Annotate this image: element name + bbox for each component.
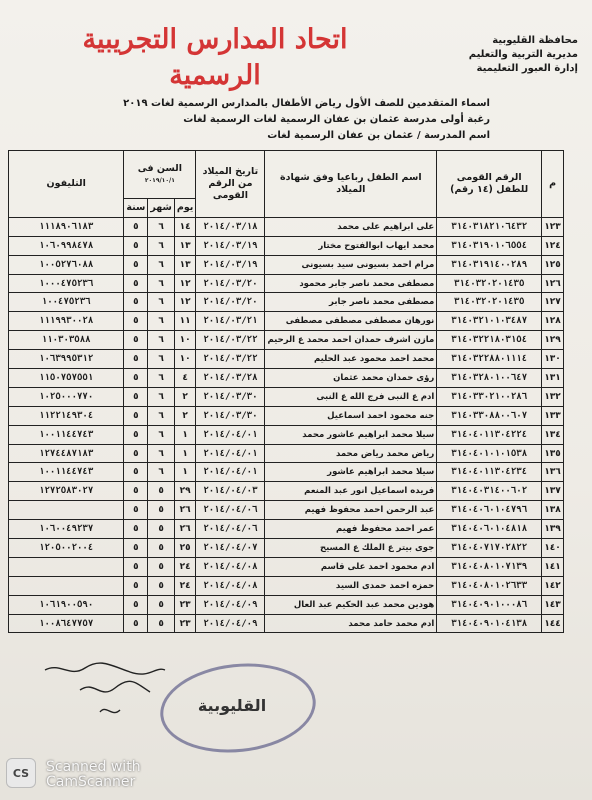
age-months: ٦ xyxy=(148,217,175,236)
directorate-line: مديرية التربية والتعليم xyxy=(468,49,578,60)
child-name: رؤى حمدان محمد عثمان xyxy=(265,369,437,388)
age-months: ٦ xyxy=(148,406,175,425)
row-number: ١٣٨ xyxy=(542,501,564,520)
table-row xyxy=(9,444,564,463)
national-id: ٣١٤٠٣١٨٢١٠٦٤٣٢ xyxy=(437,217,542,236)
phone: ١٢٠٥٠٠٢٠٠٤ xyxy=(9,539,124,558)
age-years: ٥ xyxy=(124,557,148,576)
stamp-label: القليوبية xyxy=(197,696,267,715)
table-row xyxy=(9,274,564,293)
row-number: ١٤١ xyxy=(542,557,564,576)
table-row xyxy=(9,501,564,520)
age-days: ٤ xyxy=(174,369,196,388)
age-days: ١٣ xyxy=(174,236,196,255)
header-age xyxy=(124,151,196,199)
header-age-date: ٢٠١٩/١٠/١ xyxy=(144,176,175,184)
age-days: ١١ xyxy=(174,312,196,331)
age-months: ٦ xyxy=(148,444,175,463)
applicants-table xyxy=(8,150,564,633)
age-months: ٦ xyxy=(148,274,175,293)
birth-date: ٢٠١٤/٠٣/١٨ xyxy=(196,217,265,236)
age-days: ٢٣ xyxy=(174,595,196,614)
phone: ١٠٠٤٧٥٢٣٦ xyxy=(9,293,124,312)
national-id: ٣١٤٠٤٠١١٣٠٤٢٣٤ xyxy=(437,463,542,482)
age-months: ٥ xyxy=(148,576,175,595)
table-row xyxy=(9,406,564,425)
table-row xyxy=(9,255,564,274)
child-name: رياض محمد رياض محمد xyxy=(265,444,437,463)
age-months: ٦ xyxy=(148,463,175,482)
national-id: ٣١٤٠٤٠٩٠١٠٤١٣٨ xyxy=(437,614,542,633)
age-years: ٥ xyxy=(124,595,148,614)
signature xyxy=(40,660,170,730)
row-number: ١٢٩ xyxy=(542,331,564,350)
child-name: جنه محمود احمد اسماعيل xyxy=(265,406,437,425)
phone: ١٠٠٨٦٤٧٧٥٧ xyxy=(9,614,124,633)
child-name: ادم ع النبى فرج الله ع النبى xyxy=(265,387,437,406)
page-title xyxy=(40,22,390,94)
age-years: ٥ xyxy=(124,614,148,633)
national-id: ٣١٤٠٣٢٢١٨٠٣١٥٤ xyxy=(437,331,542,350)
age-days: ٢٤ xyxy=(174,576,196,595)
age-days: ١ xyxy=(174,444,196,463)
age-months: ٦ xyxy=(148,331,175,350)
header-national-id: الرقم القومى للطفل (١٤ رقم) xyxy=(437,151,542,218)
scanner-line-2: CamScanner xyxy=(46,774,136,790)
national-id: ٣١٤٠٣٢١٠١٠٣٤٨٧ xyxy=(437,312,542,331)
admin-line: إدارة العبور التعليمية xyxy=(476,63,578,74)
row-number: ١٤٣ xyxy=(542,595,564,614)
camscanner-logo-icon: CS xyxy=(6,758,36,788)
row-number: ١٣٢ xyxy=(542,387,564,406)
row-number: ١٣٧ xyxy=(542,482,564,501)
header-num: م xyxy=(542,151,564,218)
national-id: ٣١٤٠٤٠٣١٤٠٠٦٠٢ xyxy=(437,482,542,501)
phone: ١٠٠٠٤٧٥٢٣٦ xyxy=(9,274,124,293)
phone: ١٠٦٠٠٤٩٢٣٧ xyxy=(9,520,124,539)
table-row xyxy=(9,463,564,482)
age-years: ٥ xyxy=(124,539,148,558)
table-row xyxy=(9,482,564,501)
intro-text xyxy=(110,96,490,144)
age-months: ٥ xyxy=(148,557,175,576)
table-row xyxy=(9,539,564,558)
table-row xyxy=(9,293,564,312)
intro-line-2: رغبة أولى مدرسة عثمان بن عفان الرسمية لغات الرسمية لغات xyxy=(183,114,490,125)
birth-date: ٢٠١٤/٠٣/٢١ xyxy=(196,312,265,331)
table-row xyxy=(9,614,564,633)
table-row xyxy=(9,217,564,236)
table-row xyxy=(9,387,564,406)
birth-date: ٢٠١٤/٠٤/٠٦ xyxy=(196,501,265,520)
phone: ١١١٨٩٠٦١٨٣ xyxy=(9,217,124,236)
header-age-label: السن فى xyxy=(137,162,182,174)
row-number: ١٤٤ xyxy=(542,614,564,633)
national-id: ٣١٤٠٣٢٨٠١٠٠٦٤٧ xyxy=(437,369,542,388)
age-days: ١٠ xyxy=(174,331,196,350)
header-year: سنة xyxy=(124,199,148,218)
phone xyxy=(9,501,124,520)
national-id: ٣١٤٠٤٠٧١٧٠٢٨٢٢ xyxy=(437,539,542,558)
age-years: ٥ xyxy=(124,482,148,501)
row-number: ١٣٣ xyxy=(542,406,564,425)
row-number: ١٢٤ xyxy=(542,236,564,255)
age-years: ٥ xyxy=(124,369,148,388)
row-number: ١٣١ xyxy=(542,369,564,388)
age-months: ٦ xyxy=(148,293,175,312)
table-row xyxy=(9,236,564,255)
child-name: ادم محمود احمد على قاسم xyxy=(265,557,437,576)
row-number: ١٤٢ xyxy=(542,576,564,595)
row-number: ١٣٤ xyxy=(542,425,564,444)
national-id: ٣١٤٠٤٠٦٠١٠٤٨١٨ xyxy=(437,520,542,539)
birth-date: ٢٠١٤/٠٤/٠١ xyxy=(196,444,265,463)
phone: ١٠٢٥٠٠٠٧٧٠ xyxy=(9,387,124,406)
birth-date: ٢٠١٤/٠٤/٠١ xyxy=(196,425,265,444)
national-id: ٣١٤٠٣٣٠٢١٠٠٢٨٦ xyxy=(437,387,542,406)
child-name: محمد ايهاب ابوالفتوح مختار xyxy=(265,236,437,255)
age-days: ١٣ xyxy=(174,255,196,274)
scanner-line-1: Scanned with xyxy=(46,759,141,775)
age-days: ٢٦ xyxy=(174,520,196,539)
birth-date: ٢٠١٤/٠٤/٠١ xyxy=(196,463,265,482)
age-years: ٥ xyxy=(124,312,148,331)
age-months: ٥ xyxy=(148,614,175,633)
national-id: ٣١٤٠٤٠٦٠١٠٤٧٩٦ xyxy=(437,501,542,520)
scanner-watermark xyxy=(46,760,141,790)
child-name: مصطفى محمد ناصر جابر محمود xyxy=(265,274,437,293)
phone: ١٠٦١٩٠٠٥٩٠ xyxy=(9,595,124,614)
row-number: ١٣٦ xyxy=(542,463,564,482)
table-row xyxy=(9,312,564,331)
age-months: ٥ xyxy=(148,520,175,539)
child-name: عمر احمد محفوظ فهيم xyxy=(265,520,437,539)
table-row xyxy=(9,557,564,576)
national-id: ٣١٤٠٣١٩٠١٠٦٥٥٤ xyxy=(437,236,542,255)
row-number: ١٢٨ xyxy=(542,312,564,331)
table-row xyxy=(9,350,564,369)
child-name: فريده اسماعيل انور عبد المنعم xyxy=(265,482,437,501)
age-years: ٥ xyxy=(124,350,148,369)
child-name: سيلا محمد ابراهيم عاشور xyxy=(265,463,437,482)
age-years: ٥ xyxy=(124,406,148,425)
national-id: ٣١٤٠٤٠١٠١٠١٥٣٨ xyxy=(437,444,542,463)
birth-date: ٢٠١٤/٠٤/٠٩ xyxy=(196,614,265,633)
row-number: ١٤٠ xyxy=(542,539,564,558)
phone xyxy=(9,557,124,576)
age-months: ٥ xyxy=(148,595,175,614)
birth-date: ٢٠١٤/٠٣/٢٨ xyxy=(196,369,265,388)
birth-date: ٢٠١٤/٠٤/٠٩ xyxy=(196,595,265,614)
age-days: ٢٥ xyxy=(174,539,196,558)
birth-date: ٢٠١٤/٠٣/٢٢ xyxy=(196,331,265,350)
national-id: ٣١٤٠٤٠١١٣٠٤٢٢٤ xyxy=(437,425,542,444)
child-name: جوى بيتر ع الملك ع المسيح xyxy=(265,539,437,558)
age-months: ٦ xyxy=(148,350,175,369)
phone: ١٢٧٢٥٨٣٠٢٧ xyxy=(9,482,124,501)
child-name: نورهان مصطفى مصطفى مصطفى xyxy=(265,312,437,331)
phone: ١٠٠١١٤٤٧٤٣ xyxy=(9,425,124,444)
age-days: ٢٩ xyxy=(174,482,196,501)
child-name: ادم محمد حامد محمد xyxy=(265,614,437,633)
phone: ١١١٩٩٣٠٠٢٨ xyxy=(9,312,124,331)
age-years: ٥ xyxy=(124,293,148,312)
table-row xyxy=(9,425,564,444)
age-years: ٥ xyxy=(124,331,148,350)
birth-date: ٢٠١٤/٠٣/٣٠ xyxy=(196,406,265,425)
row-number: ١٢٣ xyxy=(542,217,564,236)
national-id: ٣١٤٠٤٠٨٠١٠٧١٣٩ xyxy=(437,557,542,576)
row-number: ١٣٩ xyxy=(542,520,564,539)
age-days: ١ xyxy=(174,463,196,482)
age-years: ٥ xyxy=(124,444,148,463)
age-months: ٦ xyxy=(148,387,175,406)
header-dob: تاريخ الميلاد من الرقم القومى xyxy=(196,151,265,218)
child-name: سيلا محمد ابراهيم عاشور محمد xyxy=(265,425,437,444)
age-days: ١٢ xyxy=(174,274,196,293)
row-number: ١٣٥ xyxy=(542,444,564,463)
age-months: ٦ xyxy=(148,425,175,444)
row-number: ١٣٠ xyxy=(542,350,564,369)
child-name: عبد الرحمن احمد محفوظ فهيم xyxy=(265,501,437,520)
phone xyxy=(9,576,124,595)
child-name: مصطفى محمد ناصر جابر xyxy=(265,293,437,312)
age-years: ٥ xyxy=(124,217,148,236)
phone: ١٢٧٤٤٨٧١٨٣ xyxy=(9,444,124,463)
title-line-2: الرسمية xyxy=(169,60,261,91)
age-days: ٢٦ xyxy=(174,501,196,520)
header-phone: التليفون xyxy=(9,151,124,218)
age-months: ٥ xyxy=(148,482,175,501)
child-name: مرام احمد بسيونى سيد بسيونى xyxy=(265,255,437,274)
age-years: ٥ xyxy=(124,576,148,595)
age-years: ٥ xyxy=(124,236,148,255)
table-row xyxy=(9,576,564,595)
child-name: مازن اشرف حمدان احمد محمد ع الرحيم xyxy=(265,331,437,350)
age-years: ٥ xyxy=(124,387,148,406)
phone: ١١٠٣٠٣٥٨٨ xyxy=(9,331,124,350)
birth-date: ٢٠١٤/٠٣/٣٠ xyxy=(196,387,265,406)
table-row xyxy=(9,595,564,614)
national-id: ٣١٤٠٣٢٢٨٨٠١١١٤ xyxy=(437,350,542,369)
age-days: ١٠ xyxy=(174,350,196,369)
age-months: ٦ xyxy=(148,236,175,255)
child-name: محمد احمد محمود عبد الحليم xyxy=(265,350,437,369)
governorate-line: محافظة القليوبية xyxy=(492,35,578,46)
age-months: ٦ xyxy=(148,255,175,274)
national-id: ٣١٤٠٣٣٠٨٨٠٠٦٠٧ xyxy=(437,406,542,425)
national-id: ٣١٤٠٤٠٨٠١٠٢٦٣٣ xyxy=(437,576,542,595)
birth-date: ٢٠١٤/٠٣/٢٠ xyxy=(196,274,265,293)
phone: ١٠٦٠٩٩٨٤٧٨ xyxy=(9,236,124,255)
national-id: ٣١٤٠٤٠٩٠١٠٠٠٨٦ xyxy=(437,595,542,614)
intro-line-3: اسم المدرسة / عثمان بن عفان الرسمية لغات xyxy=(267,130,490,141)
phone: ١٠٠٥٢٧٦٠٨٨ xyxy=(9,255,124,274)
header-day: يوم xyxy=(174,199,196,218)
phone: ١١٢٢١٤٩٣٠٤ xyxy=(9,406,124,425)
national-id: ٣١٤٠٣٢٠٢٠١٤٣٥ xyxy=(437,274,542,293)
age-months: ٥ xyxy=(148,501,175,520)
age-years: ٥ xyxy=(124,463,148,482)
intro-line-1: اسماء المتقدمين للصف الأول رياض الأطفال بالمدارس الرسمية لغات ٢٠١٩ xyxy=(123,98,490,109)
phone: ١١٥٠٧٥٧٥٥١ xyxy=(9,369,124,388)
row-number: ١٢٧ xyxy=(542,293,564,312)
birth-date: ٢٠١٤/٠٤/٠٦ xyxy=(196,520,265,539)
birth-date: ٢٠١٤/٠٣/١٩ xyxy=(196,255,265,274)
birth-date: ٢٠١٤/٠٤/٠٧ xyxy=(196,539,265,558)
age-days: ١٤ xyxy=(174,217,196,236)
birth-date: ٢٠١٤/٠٣/٢٠ xyxy=(196,293,265,312)
age-days: ٢٣ xyxy=(174,614,196,633)
age-days: ١٢ xyxy=(174,293,196,312)
header-name: اسم الطفل رباعيا وفق شهادة الميلاد xyxy=(265,151,437,218)
age-years: ٥ xyxy=(124,255,148,274)
child-name: على ابراهيم على محمد xyxy=(265,217,437,236)
age-years: ٥ xyxy=(124,501,148,520)
row-number: ١٢٥ xyxy=(542,255,564,274)
age-months: ٦ xyxy=(148,312,175,331)
age-years: ٥ xyxy=(124,274,148,293)
table-row xyxy=(9,520,564,539)
age-days: ٢ xyxy=(174,387,196,406)
phone: ١٠٠١١٤٤٧٤٣ xyxy=(9,463,124,482)
birth-date: ٢٠١٤/٠٣/١٩ xyxy=(196,236,265,255)
birth-date: ٢٠١٤/٠٤/٠٨ xyxy=(196,557,265,576)
birth-date: ٢٠١٤/٠٤/٠٣ xyxy=(196,482,265,501)
row-number: ١٢٦ xyxy=(542,274,564,293)
national-id: ٣١٤٠٣١٩١٤٠٠٢٨٩ xyxy=(437,255,542,274)
title-line-1: اتحاد المدارس التجريبية xyxy=(82,24,348,55)
child-name: حمزه احمد حمدى السيد xyxy=(265,576,437,595)
age-days: ٢ xyxy=(174,406,196,425)
age-days: ٢٤ xyxy=(174,557,196,576)
national-id: ٣١٤٠٣٢٠٢٠١٤٣٥ xyxy=(437,293,542,312)
phone: ١٠٦٣٩٩٥٣١٢ xyxy=(9,350,124,369)
age-days: ١ xyxy=(174,425,196,444)
governorate-header xyxy=(469,34,578,76)
age-months: ٦ xyxy=(148,369,175,388)
child-name: هودين محمد عبد الحكيم عبد العال xyxy=(265,595,437,614)
table-row xyxy=(9,369,564,388)
age-years: ٥ xyxy=(124,520,148,539)
birth-date: ٢٠١٤/٠٣/٢٢ xyxy=(196,350,265,369)
header-month: شهر xyxy=(148,199,175,218)
birth-date: ٢٠١٤/٠٤/٠٨ xyxy=(196,576,265,595)
age-years: ٥ xyxy=(124,425,148,444)
table-row xyxy=(9,331,564,350)
age-months: ٥ xyxy=(148,539,175,558)
